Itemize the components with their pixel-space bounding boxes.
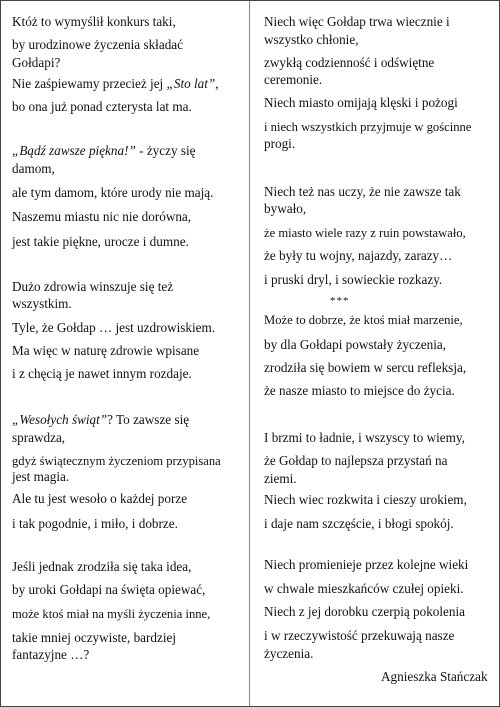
song-title-italic: „Sto lat” <box>166 76 216 91</box>
poem-line: Niech wiec rozkwita i cieszy urokiem, <box>264 492 467 507</box>
poem-line: by urodzinowe życzenia składać <box>12 37 183 52</box>
quote-italic: „Wesołych świąt” <box>12 412 108 427</box>
poem-line: takie mniej oczywiste, bardziej <box>12 630 177 645</box>
poem-line: progi. <box>264 136 296 151</box>
poem-line: jest magia. <box>12 469 70 484</box>
poem-line: wszystkim. <box>12 296 72 311</box>
poem-line: Tyle, że Gołdap … jest uzdrowiskiem. <box>12 320 216 335</box>
poem-line: i pruski dryl, i sowieckie rozkazy. <box>264 272 443 287</box>
poem-line: Nie zaśpiewamy przecież jej „Sto lat”, <box>12 76 219 91</box>
poem-line: i tak pogodnie, i miło, i dobrze. <box>12 516 178 531</box>
poem-line: Naszemu miastu nic nie dorówna, <box>12 209 192 224</box>
column-divider <box>249 1 250 706</box>
poem-line: Niech więc Gołdap trwa wiecznie i <box>264 14 450 29</box>
poem-line: życzenia. <box>264 646 314 661</box>
poem-line: ale tym damom, które urody nie mają. <box>12 185 214 200</box>
poem-line: „Bądź zawsze piękna!” - życzy się <box>12 143 196 158</box>
poem-line: by dla Gołdapi powstały życzenia, <box>264 337 447 352</box>
poem-line: ceremonie. <box>264 72 323 87</box>
poem-line: fantazyjne …? <box>12 647 90 662</box>
stanza-separator: *** <box>330 295 350 307</box>
poem-line: w chwale mieszkańców czułej opieki. <box>264 581 464 596</box>
poem-line: by uroki Gołdapi na święta opiewać, <box>12 582 206 597</box>
poem-line: „Wesołych świąt”? To zawsze się <box>12 412 190 427</box>
quote-italic: „Bądź zawsze piękna!” <box>12 143 136 158</box>
poem-line: jest takie piękne, urocze i dumne. <box>12 234 189 249</box>
poem-line: wszystko chłonie, <box>264 32 359 47</box>
poem-line: zrodziła się bowiem w sercu refleksja, <box>264 360 467 375</box>
poem-line: zwykłą codzienność i odświętne <box>264 55 435 70</box>
poem-line: I brzmi to ładnie, i wszyscy to wiemy, <box>264 430 465 445</box>
poem-line: że miasto wiele razy z ruin powstawało, <box>264 226 466 240</box>
poem-line: bywało, <box>264 201 307 216</box>
poem-line: Może to dobrze, że ktoś miał marzenie, <box>264 313 463 327</box>
poem-line: ziemi. <box>264 471 297 486</box>
poem-line: Ma więc w naturę zdrowie wpisane <box>12 343 200 358</box>
author-signature: Agnieszka Stańczak <box>381 669 488 684</box>
poem-line: Ale tu jest wesoło o każdej porze <box>12 491 188 506</box>
poem-line: Dużo zdrowia winszuje się też <box>12 279 174 294</box>
poem-line: że nasze miasto to miejsce do życia. <box>264 383 455 398</box>
poem-line: i w rzeczywistość przekuwają nasze <box>264 628 455 643</box>
poem-line: Niech z jej dorobku czerpią pokolenia <box>264 604 466 619</box>
poem-line: Niech miasto omijają klęski i pożogi <box>264 95 458 110</box>
poem-line: bo ona już ponad czterysta lat ma. <box>12 99 192 114</box>
poem-line: sprawdza, <box>12 430 66 445</box>
poem-line: może ktoś miał na myśli życzenia inne, <box>12 607 211 621</box>
poem-line: Jeśli jednak zrodziła się taka idea, <box>12 559 192 574</box>
poem-line: gdyż świątecznym życzeniom przypisana <box>12 454 221 468</box>
poem-line: i z chęcią je nawet innym rozdaje. <box>12 366 192 381</box>
poem-line: damom, <box>12 161 55 176</box>
poem-line: i niech wszystkich przyjmuje w gościnne <box>264 120 472 134</box>
poem-line: Niech też nas uczy, że nie zawsze tak <box>264 184 461 199</box>
poem-line: że Gołdap to najlepsza przystań na <box>264 453 448 468</box>
poem-line: i daje nam szczęście, i błogi spokój. <box>264 516 454 531</box>
poem-line: Gołdapi? <box>12 55 61 70</box>
poem-line: Któż to wymyślił konkurs taki, <box>12 14 176 29</box>
poem-line: Niech promienieje przez kolejne wieki <box>264 557 469 572</box>
poem-line: że były tu wojny, najazdy, zarazy… <box>264 248 453 263</box>
